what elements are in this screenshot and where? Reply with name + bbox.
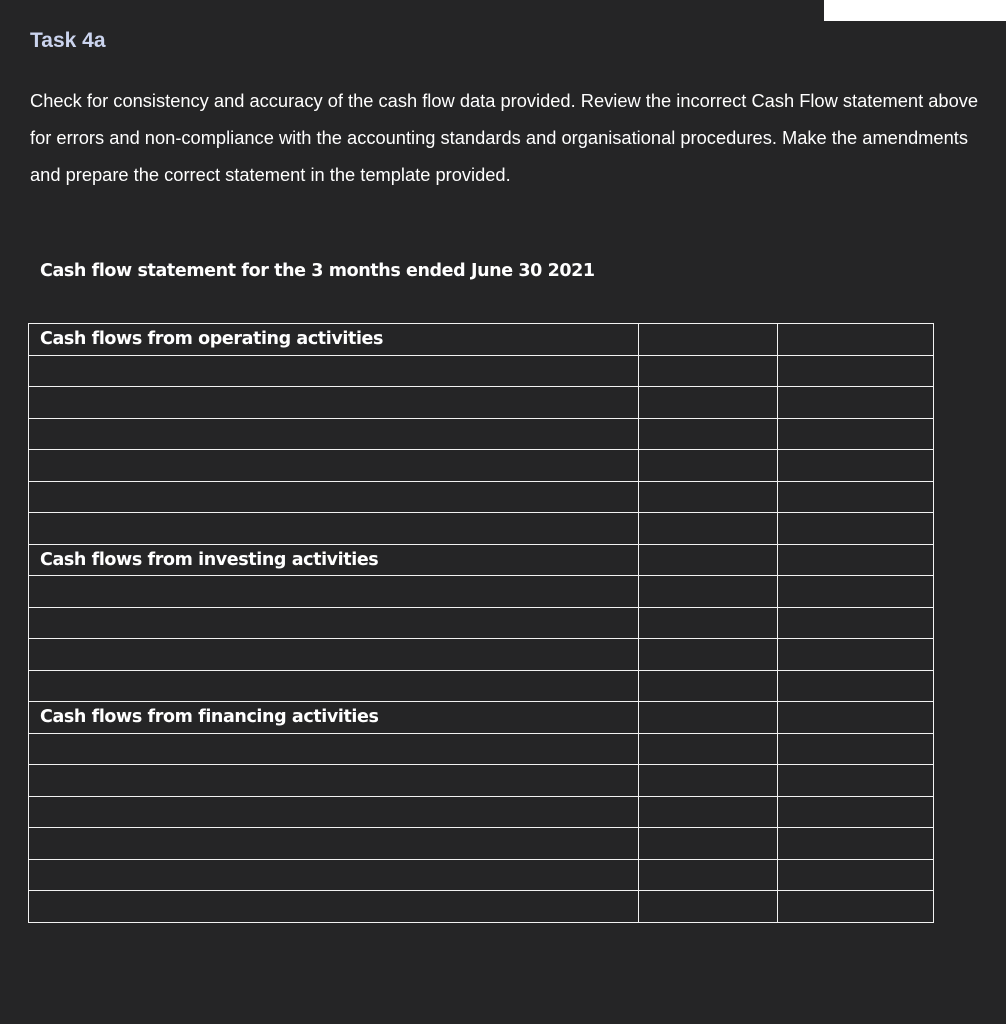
amount-cell[interactable]: [639, 796, 778, 828]
description-cell[interactable]: [29, 639, 639, 671]
description-cell[interactable]: [29, 513, 639, 545]
description-cell[interactable]: [29, 607, 639, 639]
description-cell[interactable]: [29, 670, 639, 702]
total-cell[interactable]: [778, 796, 934, 828]
amount-cell[interactable]: [639, 765, 778, 797]
total-cell[interactable]: [778, 450, 934, 482]
total-cell[interactable]: [778, 765, 934, 797]
description-cell[interactable]: [29, 576, 639, 608]
amount-cell[interactable]: [639, 670, 778, 702]
table-row: [29, 765, 934, 797]
total-cell[interactable]: [778, 387, 934, 419]
section-label-cell: [29, 702, 639, 734]
amount-cell[interactable]: [639, 324, 778, 356]
table-row: [29, 418, 934, 450]
amount-cell[interactable]: [639, 576, 778, 608]
table-row: [29, 450, 934, 482]
table-row: [29, 639, 934, 671]
redaction-box: [824, 0, 1006, 21]
description-cell[interactable]: [29, 387, 639, 419]
amount-cell[interactable]: [639, 387, 778, 419]
description-cell[interactable]: [29, 765, 639, 797]
amount-cell[interactable]: [639, 733, 778, 765]
table-row: [29, 670, 934, 702]
description-cell[interactable]: [29, 796, 639, 828]
investing-section-label: Cash flows from investing activities: [40, 549, 379, 570]
statement-title: Cash flow statement for the 3 months ended June 30 2021: [40, 261, 595, 281]
section-header-row: [29, 702, 934, 734]
amount-cell[interactable]: [639, 418, 778, 450]
total-cell[interactable]: [778, 702, 934, 734]
amount-cell[interactable]: [639, 702, 778, 734]
total-cell[interactable]: [778, 891, 934, 923]
total-cell[interactable]: [778, 324, 934, 356]
table-row: [29, 355, 934, 387]
table-row: [29, 828, 934, 860]
total-cell[interactable]: [778, 670, 934, 702]
total-cell[interactable]: [778, 544, 934, 576]
total-cell[interactable]: [778, 859, 934, 891]
amount-cell[interactable]: [639, 450, 778, 482]
task-instructions: Check for consistency and accuracy of the cash flow data provided. Review the incorrect Cash Flow statement above for errors and non-compliance with the accounting standards and organisational procedures. Make the amendments and prepare the correct statement in the template provided.: [30, 90, 979, 185]
total-cell[interactable]: [778, 513, 934, 545]
total-cell[interactable]: [778, 355, 934, 387]
section-label-cell: [29, 324, 639, 356]
task-title: Task 4a: [30, 29, 106, 52]
table-row: [29, 387, 934, 419]
table-row: [29, 607, 934, 639]
description-cell[interactable]: [29, 450, 639, 482]
amount-cell[interactable]: [639, 859, 778, 891]
table-row: [29, 891, 934, 923]
total-cell[interactable]: [778, 418, 934, 450]
operating-section-label: Cash flows from operating activities: [40, 329, 384, 350]
table-row: [29, 513, 934, 545]
description-cell[interactable]: [29, 418, 639, 450]
description-cell[interactable]: [29, 891, 639, 923]
total-cell[interactable]: [778, 607, 934, 639]
amount-cell[interactable]: [639, 607, 778, 639]
cash-flow-template-table: [28, 323, 934, 923]
amount-cell[interactable]: [639, 891, 778, 923]
description-cell[interactable]: [29, 481, 639, 513]
total-cell[interactable]: [778, 828, 934, 860]
description-cell[interactable]: [29, 828, 639, 860]
total-cell[interactable]: [778, 576, 934, 608]
section-header-row: [29, 324, 934, 356]
amount-cell[interactable]: [639, 355, 778, 387]
description-cell[interactable]: [29, 355, 639, 387]
financing-section-label: Cash flows from financing activities: [40, 707, 379, 728]
total-cell[interactable]: [778, 639, 934, 671]
description-cell[interactable]: [29, 733, 639, 765]
amount-cell[interactable]: [639, 513, 778, 545]
table-row: [29, 796, 934, 828]
section-label-cell: [29, 544, 639, 576]
amount-cell[interactable]: [639, 481, 778, 513]
description-cell[interactable]: [29, 859, 639, 891]
amount-cell[interactable]: [639, 544, 778, 576]
table-row: [29, 481, 934, 513]
table-row: [29, 859, 934, 891]
amount-cell[interactable]: [639, 639, 778, 671]
table-row: [29, 576, 934, 608]
amount-cell[interactable]: [639, 828, 778, 860]
section-header-row: [29, 544, 934, 576]
table-row: [29, 733, 934, 765]
total-cell[interactable]: [778, 733, 934, 765]
total-cell[interactable]: [778, 481, 934, 513]
